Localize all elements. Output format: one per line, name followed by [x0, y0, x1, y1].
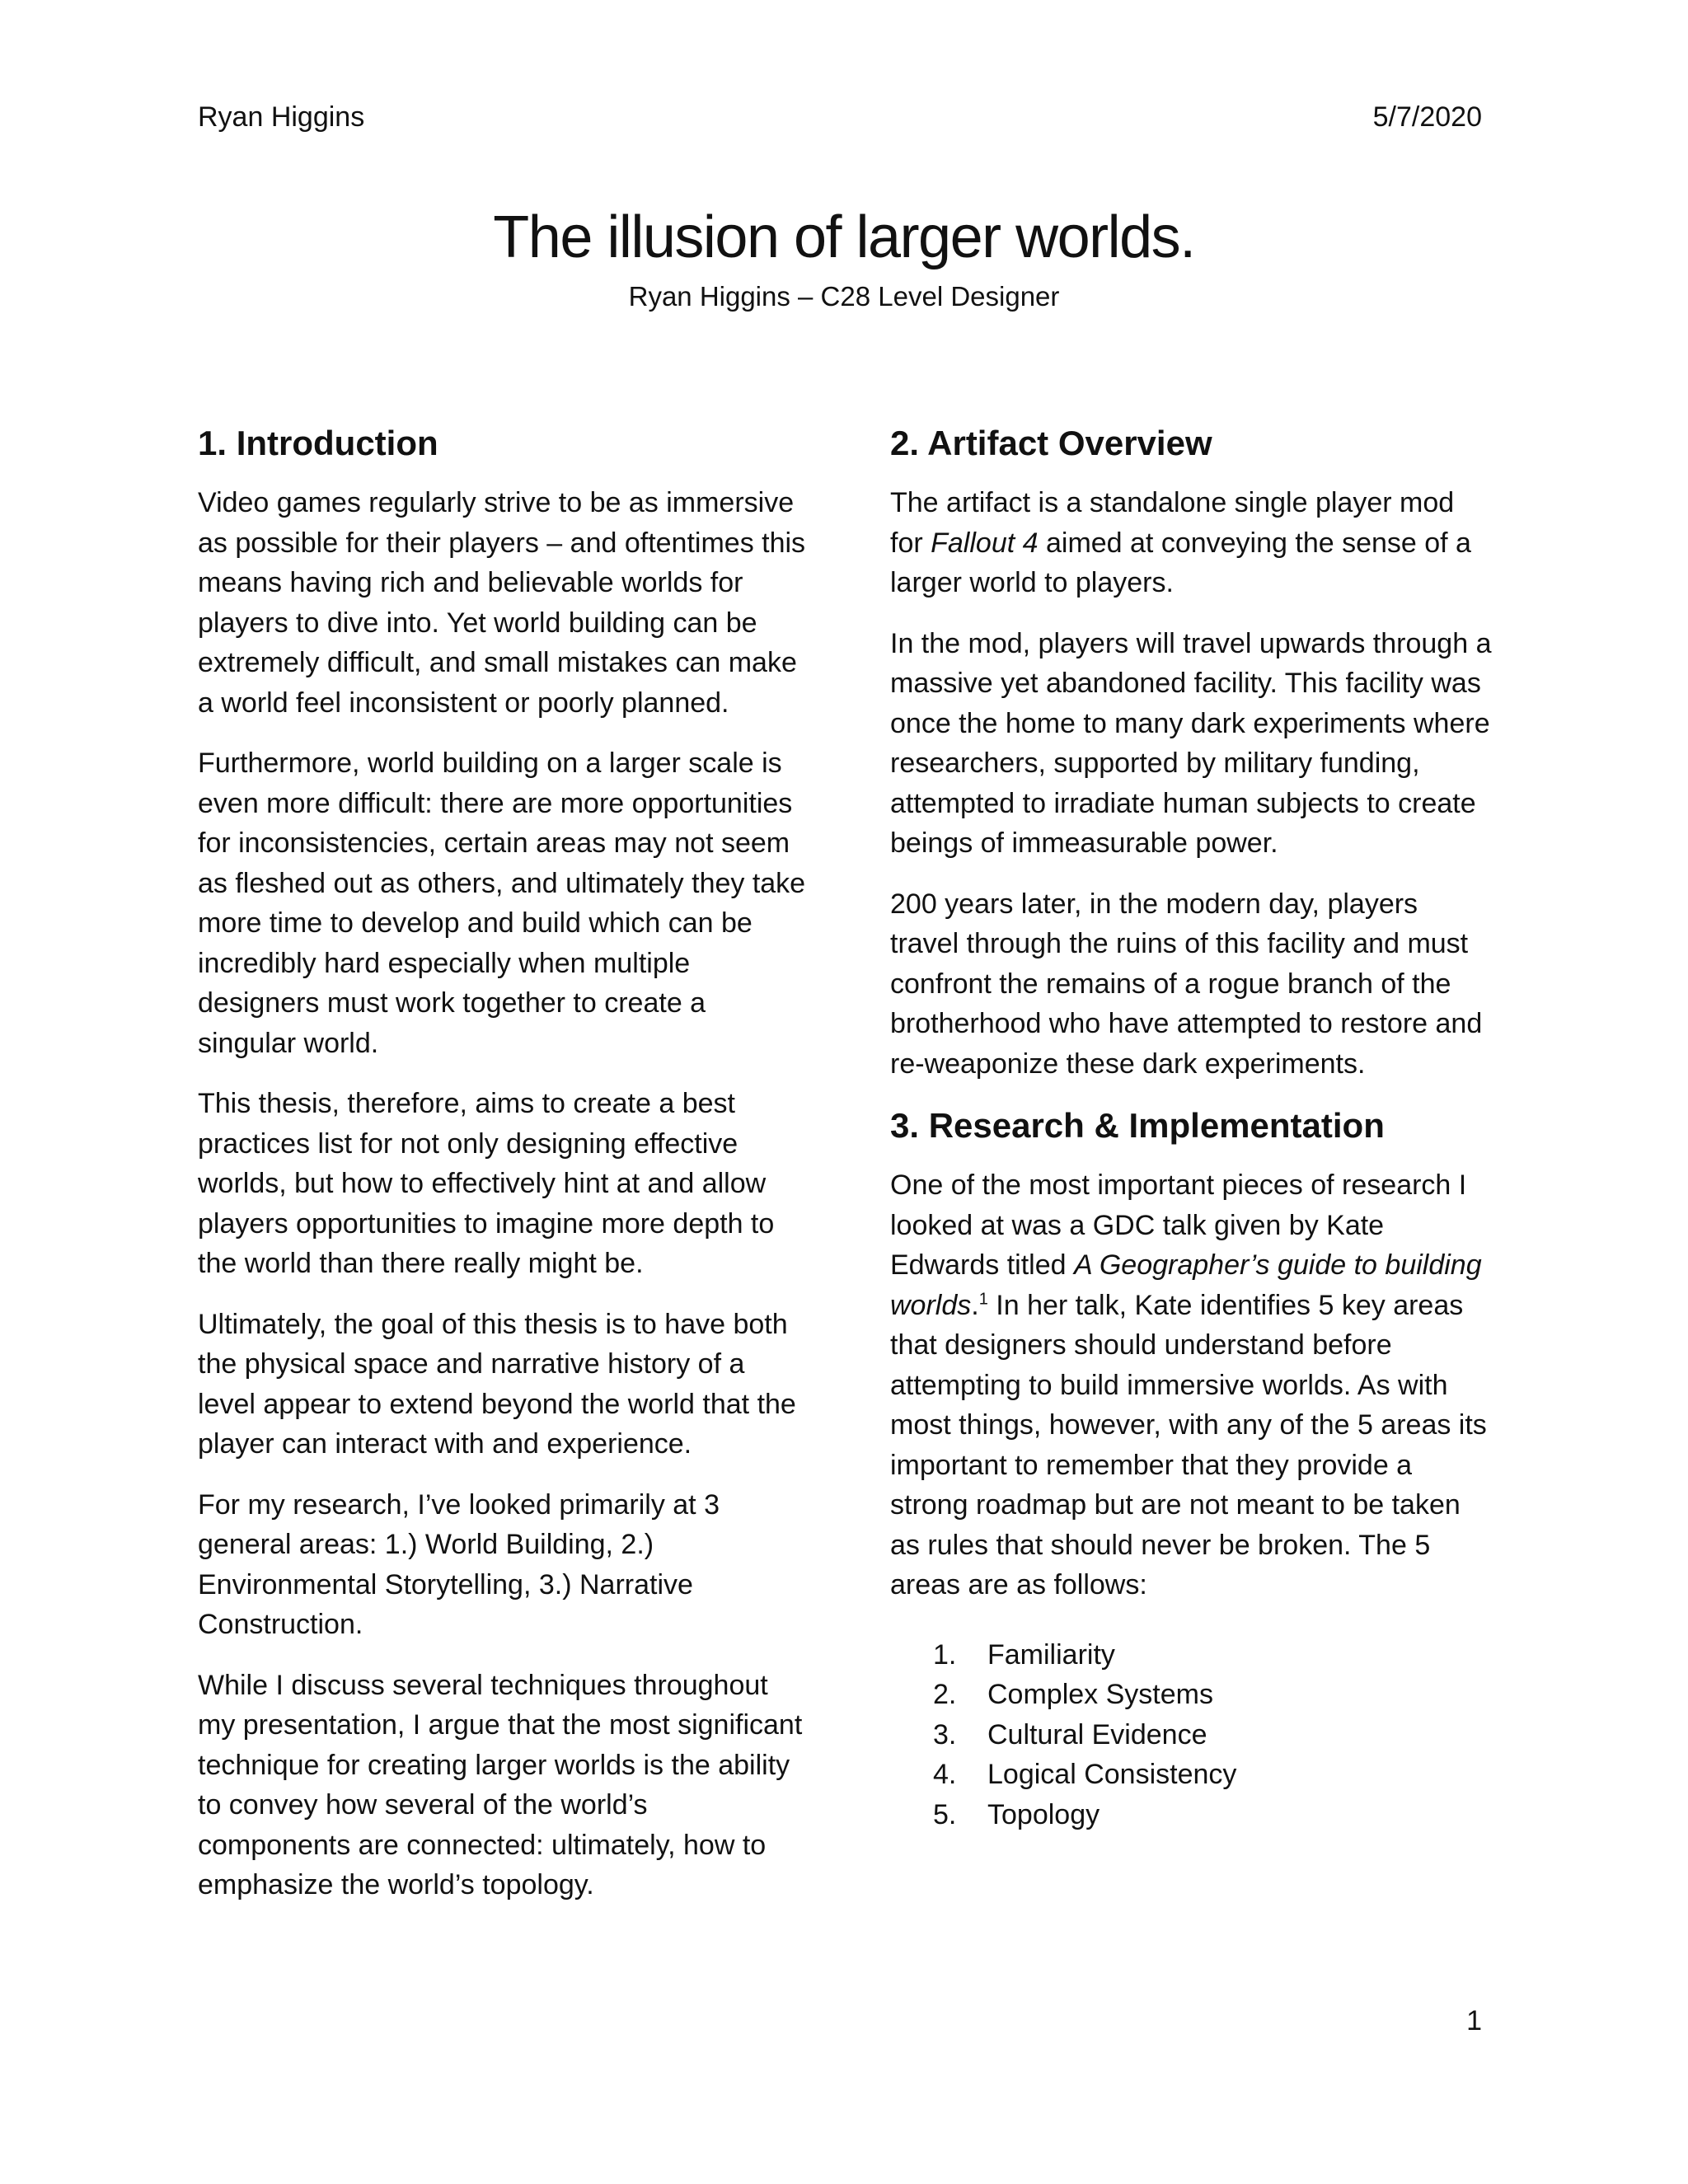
list-item-number: 4.	[933, 1759, 957, 1790]
research-p1-period: .	[971, 1289, 979, 1321]
list-item	[933, 1675, 1492, 1715]
intro-paragraph-2: Furthermore, world building on a larger scale is even more difficult: there are more opportunities for inconsistencies, certain areas may not seem as fleshed out as others, and ultimately they take more time to develop and build which can be incredibly hard especially when multiple designers must work together to create a singular world.	[198, 748, 806, 1059]
list-item-number: 2.	[933, 1679, 957, 1710]
list-item-label: Complex Systems	[987, 1679, 1213, 1710]
research-p1-text-a: One of the most important pieces of research I looked at was a GDC talk given by Kate Edwards titled	[890, 1169, 1467, 1281]
footnote-marker: 1	[978, 1290, 988, 1309]
page-subtitle: Ryan Higgins – C28 Level Designer	[628, 281, 1060, 312]
right-column	[890, 422, 1492, 1835]
list-item	[933, 1795, 1492, 1835]
artifact-p1-text-b: aimed at conveying the sense of a larger world to players.	[890, 527, 1471, 598]
intro-paragraph-5: For my research, I’ve looked primarily at 3 general areas: 1.) World Building, 2.) Environmental Storytelling, 3.) Narrative Construction.	[198, 1488, 720, 1640]
artifact-paragraph-3: 200 years later, in the modern day, players travel through the ruins of this facility and must confront the remains of a rogue branch of the brotherhood who have attempted to restore and re-weaponize these dark experiments.	[890, 888, 1483, 1080]
list-item	[933, 1635, 1492, 1675]
artifact-p1-text-a: The artifact is a standalone single player mod for	[890, 487, 1455, 559]
list-item-number: 5.	[933, 1798, 957, 1830]
list-item-number: 3.	[933, 1718, 957, 1750]
artifact-paragraph-2: In the mod, players will travel upwards through a massive yet abandoned facility. This facility was once the home to many dark experiments where researchers, supported by military funding, attempted to irradiate human subjects to create beings of immeasurable power.	[890, 627, 1492, 859]
list-item-label: Logical Consistency	[987, 1759, 1237, 1790]
research-paragraph-1	[890, 1165, 1492, 1605]
page-title: The illusion of larger worlds.	[493, 204, 1195, 270]
artifact-heading: 2. Artifact Overview	[890, 424, 1212, 462]
key-areas-list	[890, 1635, 1492, 1835]
research-p1-text-b: In her talk, Kate identifies 5 key areas that designers should understand before attempting to build immersive worlds. As with most things, however, with any of the 5 areas its important to remember that they provide a strong roadmap but are not meant to be taken as rules that should never be broken. The 5 areas are as follows:	[890, 1289, 1487, 1601]
page-number: 1	[1466, 2005, 1482, 2036]
intro-paragraph-4: Ultimately, the goal of this thesis is to have both the physical space and narrative history of a level appear to extend beyond the world that the player can interact with and experience.	[198, 1308, 796, 1460]
fallout-4-title: Fallout 4	[931, 527, 1039, 559]
header-date: 5/7/2020	[1372, 101, 1482, 133]
header-author: Ryan Higgins	[198, 101, 365, 133]
list-item	[933, 1715, 1492, 1755]
list-item-label: Topology	[987, 1798, 1100, 1830]
intro-paragraph-6: While I discuss several techniques throughout my presentation, I argue that the most significant technique for creating larger worlds is the ability to convey how several of the world’s components are connected: ultimately, how to emphasize the world’s topology.	[198, 1669, 803, 1900]
artifact-paragraph-1	[890, 483, 1492, 603]
intro-paragraph-1: Video games regularly strive to be as immersive as possible for their players – and oftentimes this means having rich and believable worlds for players to dive into. Yet world building can be extremely difficult, and small mistakes can make a world feel inconsistent or poorly planned.	[198, 487, 806, 719]
intro-paragraph-3: This thesis, therefore, aims to create a best practices list for not only designing effective worlds, but how to effectively hint at and allow players opportunities to imagine more depth to the world than there really might be.	[198, 1088, 775, 1279]
list-item-label: Familiarity	[987, 1638, 1115, 1671]
left-column	[198, 422, 808, 1926]
research-heading: 3. Research & Implementation	[890, 1106, 1385, 1145]
introduction-heading: 1. Introduction	[198, 424, 438, 462]
list-item	[933, 1755, 1492, 1795]
list-item-label: Cultural Evidence	[987, 1718, 1207, 1750]
list-item-number: 1.	[933, 1638, 957, 1671]
talk-title: A Geographer’s guide to building worlds	[890, 1249, 1482, 1321]
